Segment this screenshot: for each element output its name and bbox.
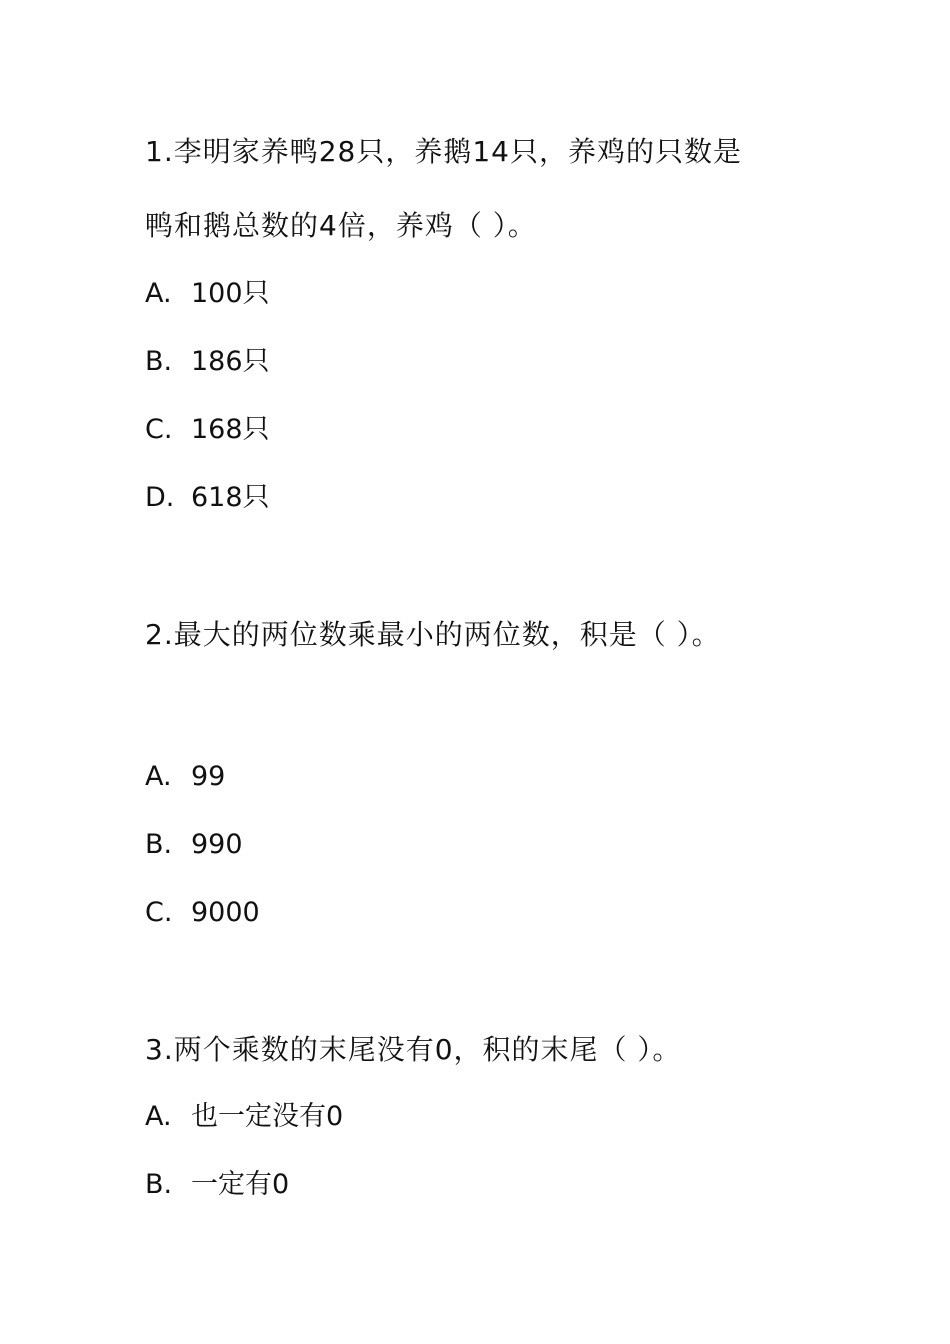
question-1-option-d [145,480,270,516]
option-text: 168只 [191,414,270,445]
question-1-option-b [145,344,270,380]
question-2-option-a [145,759,225,795]
option-text: 9000 [191,897,260,928]
question-1-stem-line-2: 鸭和鹅总数的4倍，养鸡（ ）。 [145,209,537,242]
question-3-stem: 3.两个乘数的末尾没有0，积的末尾（ ）。 [145,1033,682,1066]
option-text: 186只 [191,346,270,377]
question-1-option-c [145,412,270,448]
option-text: 618只 [191,482,270,513]
option-letter: A. [145,1101,172,1132]
option-text: 也一定没有0 [191,1101,344,1132]
option-text: 990 [191,829,243,860]
option-text: 100只 [191,278,270,309]
option-text: 99 [191,761,226,792]
option-letter: C. [145,897,173,928]
option-text: 一定有0 [191,1169,290,1200]
option-letter: B. [145,346,173,377]
question-3-option-b [145,1167,289,1203]
option-letter: A. [145,761,172,792]
option-letter: B. [145,829,173,860]
option-letter: C. [145,414,173,445]
question-3-option-a [145,1099,343,1135]
option-letter: B. [145,1169,173,1200]
option-letter: D. [145,482,175,513]
question-2-option-b [145,827,243,863]
question-1-stem-line-1: 1.李明家养鸭28只，养鹅14只，养鸡的只数是 [145,135,742,168]
option-letter: A. [145,278,172,309]
question-1-option-a [145,276,270,312]
question-2-option-c [145,895,260,931]
question-2-stem: 2.最大的两位数乘最小的两位数，积是（ ）。 [145,618,721,651]
